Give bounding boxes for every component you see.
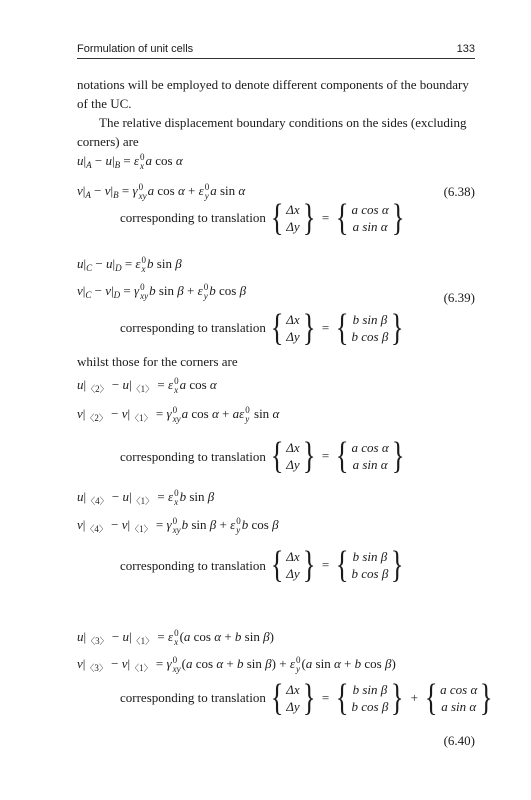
equation-v2-v1: $v|_{〈2〉} - v|_{〈1〉} = \gamma$ 0 xy a cos α + aε 0 y sin α [77,405,280,425]
equation-v4-v1: $v|_{〈4〉} - v|_{〈1〉} = \gamma$ 0 xy b sin β + ε 0 y b cos β [77,516,279,536]
running-header [77,43,475,57]
corresponding-label-2: corresponding to translation [120,320,266,335]
equation-v3-v1: $v|_{〈3〉} - v|_{〈1〉} = \gamma$ 0 xy (a cos α + b sin β) + ε 0 y (a sin α + b cos β) [77,655,396,675]
corresponding-label-3: corresponding to translation [120,449,266,464]
equation-uC-uD: $u|_C - u|_D = \varepsilon$ 0 x b sin β [77,255,182,275]
equation-vA-vB: $v|_A - v|_B = \gamma$ 0 xy a cos α + ε 0 y a sin α [77,182,246,202]
paragraph-corners: whilst those for the corners are [77,354,238,369]
running-title: Formulation of unit cells [77,43,194,55]
equation-vC-vD: $v|_C - v|_D = \gamma$ 0 xy b sin β + ε 0 y b cos β [77,282,247,302]
corresponding-label-4: corresponding to translation [120,558,266,573]
equation-number-6-39: (6.39) [443,290,475,305]
corresponding-label-1: corresponding to translation [120,210,266,225]
equation-u2-u1: $u|_{〈2〉} - u|_{〈1〉} = \varepsilon$ 0 x a cos α [77,376,217,396]
translation-vector-1: { Δx Δy } = { a cos α a sin α } [270,197,405,239]
equation-number-6-38: (6.38) [443,184,475,199]
corresponding-label-5: corresponding to translation [120,690,266,705]
translation-vector-3: { Δx Δy } = { a cos α a sin α } [270,435,405,477]
equation-number-6-40: (6.40) [443,733,475,748]
translation-vector-5: { Δx Δy } = { b sin β b cos β } + { a cos α a sin α } [270,677,493,719]
paragraph-sides: The relative displacement boundary conditions on the sides (excluding corners) are [77,115,467,149]
translation-vector-4: { Δx Δy } = { b sin β b cos β } [270,544,404,586]
equation-uA-uB: $u|_A - u|_B = \varepsilon$ 0 x a cos α [77,152,183,172]
equation-u4-u1: $u|_{〈4〉} - u|_{〈1〉} = \varepsilon$ 0 x b sin β [77,488,215,508]
paragraph-intro: notations will be employed to denote different components of the boundary of the UC. [77,77,469,111]
equation-u3-u1: $u|_{〈3〉} - u|_{〈1〉} = \varepsilon$ 0 x (a cos α + b sin β) [77,628,274,648]
header-rule [77,58,475,59]
page-number: 133 [456,43,475,55]
translation-vector-2: { Δx Δy } = { b sin β b cos β } [270,307,404,349]
